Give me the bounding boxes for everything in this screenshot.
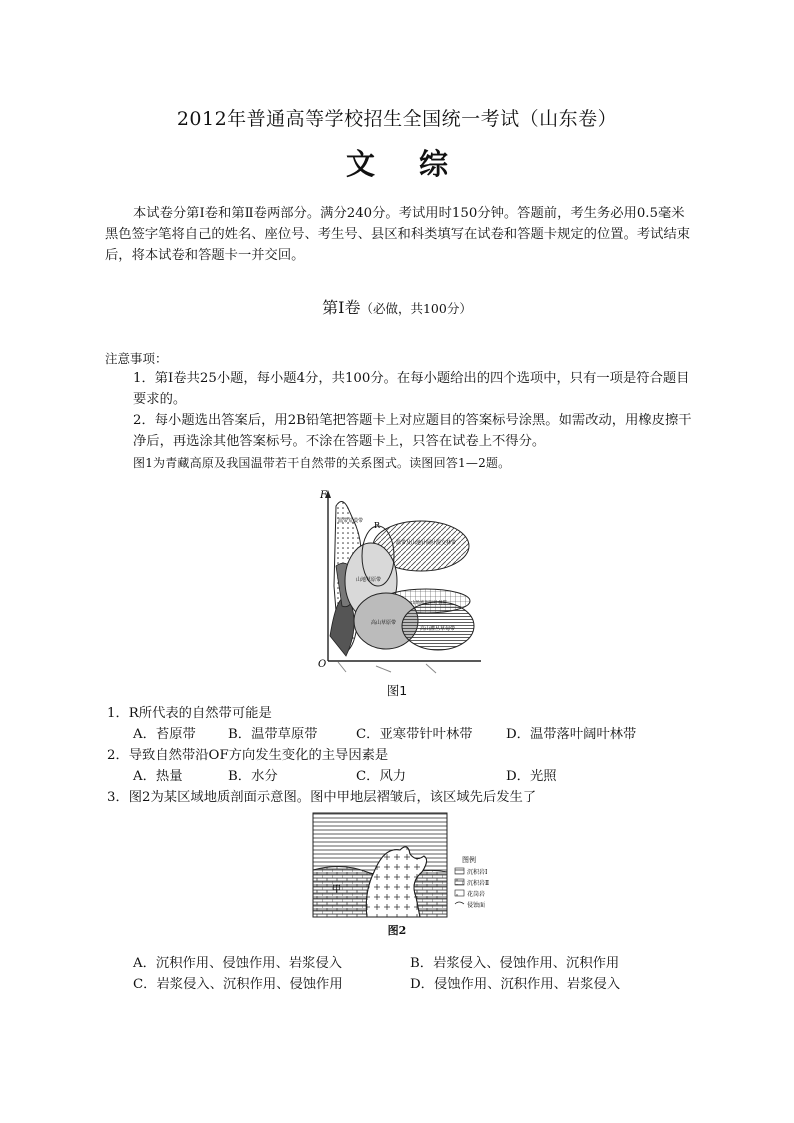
legend-sedimentary-1: 沉积岩Ⅰ [467,869,488,876]
axis-f-label: F [320,490,327,501]
q2-option-c[interactable]: C．风力 [356,769,407,784]
stratum-jia-label: 甲 [332,885,342,895]
question-3-stem: 3．图2为某区域地质剖面示意图。图中甲地层褶皱后，该区域先后发生了 [107,790,537,805]
legend-sedimentary-2: 沉积岩Ⅱ [467,880,490,887]
r-zone-label: R [374,521,381,530]
alpine-shrub-label: 高山灌丛草甸带 [420,626,456,632]
figure-2-diagram [312,812,502,920]
legend-granite: 花岗岩 [467,891,486,898]
section-heading [0,295,794,318]
intro-paragraph: 本试卷分第Ⅰ卷和第Ⅱ卷两部分。满分240分。考试用时150分钟。答题前，考生务必用0.5毫米黑色签字笔将自己的姓名、座位号、考生号、县区和科类填写在试卷和答题卡规定的位置。考试结束后，将本试卷和答题卡一并交回。 [105,206,691,263]
legend-title: 图例 [462,856,476,864]
mixed-forest-label: 温带及山地针阔叶混交林带 [396,540,457,546]
q2-option-b[interactable]: B．水分 [228,769,278,784]
steppe-label: 山地草原带 [356,577,382,583]
section-note: （必做，共100分） [360,301,472,316]
legend-erosion-surface: 侵蚀面 [467,902,486,909]
desert-zone-label: 温带荒漠带 [338,518,364,524]
question-2-stem: 2．导致自然带沿OF方向发生变化的主导因素是 [107,748,389,763]
note-item-1: 1．第Ⅰ卷共25小题，每小题4分，共100分。在每小题给出的四个选项中，只有一项是符合题目要求的。 [133,371,690,407]
alpine-meadow-label: 高山草原带 [371,620,397,626]
question-lead: 图1为青藏高原及我国温带若干自然带的关系图式。读图回答1—2题。 [133,456,511,470]
q3-option-a[interactable]: A．沉积作用、侵蚀作用、岩浆侵入 [133,956,343,971]
axis-o-label: O [318,659,327,670]
figure-2-caption: 图2 [387,924,407,937]
q3-option-c[interactable]: C．岩浆侵入、沉积作用、侵蚀作用 [133,977,343,992]
q1-option-c[interactable]: C．亚寒带针叶林带 [356,727,473,742]
figure-1-diagram [316,486,486,676]
q1-option-a[interactable]: A．苔原带 [133,727,196,742]
q1-option-d[interactable]: D．温带落叶阔叶林带 [506,727,637,742]
exam-title: 2012年普通高等学校招生全国统一考试（山东卷） [176,108,618,130]
q2-option-a[interactable]: A．热量 [133,769,183,784]
q2-option-d[interactable]: D．光照 [506,769,557,784]
q1-option-b[interactable]: B．温带草原带 [228,727,318,742]
q3-option-d[interactable]: D．侵蚀作用、沉积作用、岩浆侵入 [410,977,621,992]
notes-heading: 注意事项： [105,351,168,366]
note-item-2: 2．每小题选出答案后，用2B铅笔把答题卡上对应题目的答案标号涂黑。如需改动，用橡皮擦干净后，再选涂其他答案标号。不涂在答题卡上，只答在试卷上不得分。 [133,413,692,449]
q3-option-b[interactable]: B．岩浆侵入、侵蚀作用、沉积作用 [410,956,620,971]
figure-1-caption: 图1 [386,683,408,698]
conifer-label: 山地寒温针叶林带 [411,601,447,606]
section-name: 第Ⅰ卷 [322,298,361,317]
subject-title: 文综 [345,147,492,181]
question-1-stem: 1．R所代表的自然带可能是 [107,706,272,721]
